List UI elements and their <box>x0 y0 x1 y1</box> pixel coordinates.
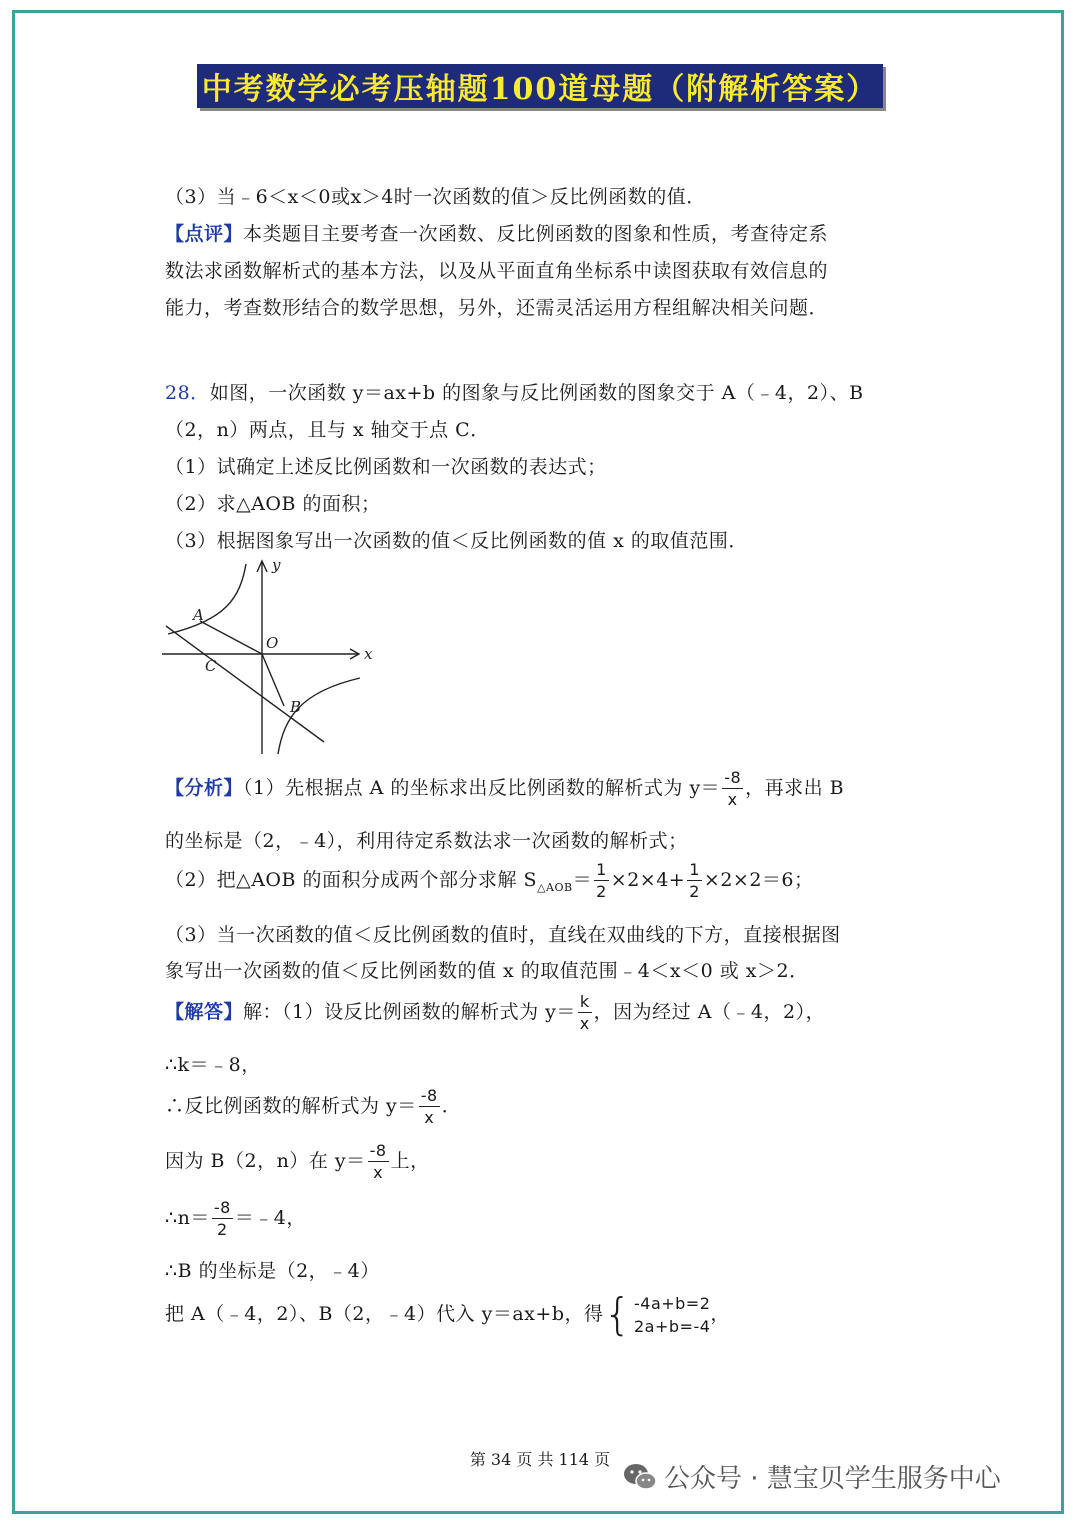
watermark <box>622 1458 1001 1495</box>
hyperbola-branch-lower-right <box>278 678 360 754</box>
analysis-line-3: （2）把△AOB 的面积分成两个部分求解 $S_{\triangle AOB}=$ $\frac{1}{2}$ ×2×4+ $\frac{1}{2}$ ×2×2＝6； <box>165 860 814 901</box>
review-line-2: 数法求函数解析式的基本方法，以及从平面直角坐标系中读图获取有效信息的 <box>165 260 829 282</box>
fraction: $\frac{k}{x}$ <box>579 992 590 1033</box>
fraction: $\frac{1}{2}$ <box>689 860 700 901</box>
label-B: B <box>290 698 302 716</box>
wechat-icon <box>622 1462 658 1492</box>
analysis-line-1: 【分析】（1）先根据点 A 的坐标求出反比例函数的解析式为 y＝ $\frac{-8}{x}$ ，再求出 B <box>165 768 845 809</box>
answer-line-3: ∴反比例函数的解析式为 y＝ $\frac{-8}{x}$ ． <box>165 1086 462 1127</box>
label-A: A <box>193 606 204 624</box>
answer-line-1: 【解答】解：（1）设反比例函数的解析式为 y＝ $\frac{k}{x}$ ，因为经过 A（﹣4，2）， <box>165 992 826 1033</box>
review-line-1: 【点评】本类题目主要考查一次函数、反比例函数的图象和性质，考查待定系 <box>165 223 829 245</box>
answer-tag: 【解答】 <box>165 1001 244 1023</box>
question-part-2: （2）求△AOB 的面积； <box>165 493 381 515</box>
function-graph <box>160 558 380 758</box>
equation-system: { -4a+b=2 2a+b=-4 <box>603 1289 711 1341</box>
question-part-3: （3）根据图象写出一次函数的值＜反比例函数的值 x 的取值范围． <box>165 530 748 552</box>
answer-line-5: ∴n＝ $\frac{-8}{2}$ ＝﹣4， <box>165 1198 306 1239</box>
question-part-1: （1）试确定上述反比例函数和一次函数的表达式； <box>165 456 607 478</box>
label-y: y <box>272 558 281 574</box>
analysis-line-4: （3）当一次函数的值＜反比例函数的值时，直线在双曲线的下方，直接根据图 <box>165 924 841 946</box>
review-line-3: 能力，考查数形结合的数学思想，另外，还需灵活运用方程组解决相关问题． <box>165 297 829 319</box>
segment-OA <box>200 621 262 654</box>
label-x: x <box>364 645 373 663</box>
page-title: 中考数学必考压轴题100道母题（附解析答案） <box>197 64 883 108</box>
analysis-line-2: 的坐标是（2，﹣4），利用待定系数法求一次函数的解析式； <box>165 830 688 852</box>
fraction: $\frac{-8}{x}$ <box>724 768 742 809</box>
fraction: $\frac{1}{2}$ <box>596 860 607 901</box>
question-number: 28． <box>165 382 210 404</box>
answer-line-7: 把 A（﹣4，2）、B（2，﹣4）代入 y＝ax+b，得 { -4a+b=2 2a+b=-4 ， <box>165 1289 730 1341</box>
label-O: O <box>266 634 279 652</box>
watermark-text: 公众号 · 慧宝贝学生服务中心 <box>664 1464 1001 1494</box>
fraction: $\frac{-8}{2}$ <box>213 1198 231 1239</box>
question-stem-2: （2，n）两点，且与 x 轴交于点 C． <box>165 419 490 441</box>
label-C: C <box>205 657 217 675</box>
analysis-tag: 【分析】 <box>165 777 244 799</box>
question-stem-1: 28．如图，一次函数 y＝ax+b 的图象与反比例函数的图象交于 A（﹣4，2）、B <box>165 382 864 404</box>
fraction: $\frac{-8}{x}$ <box>369 1141 387 1182</box>
analysis-line-5: 象写出一次函数的值＜反比例函数的值 x 的取值范围﹣4＜x＜0 或 x＞2． <box>165 960 809 982</box>
review-tag: 【点评】 <box>165 223 244 245</box>
fraction: $\frac{-8}{x}$ <box>420 1086 438 1127</box>
linear-function-line <box>166 626 324 742</box>
page-number: 第 34 页 共 114 页 <box>469 1450 611 1469</box>
answer-line-6: ∴B 的坐标是（2，﹣4） <box>165 1260 380 1282</box>
hyperbola-branch-upper-left <box>168 564 246 634</box>
answer-line-4: 因为 B（2，n）在 y＝ $\frac{-8}{x}$ 上， <box>165 1141 430 1182</box>
answer-line-2: ∴k＝﹣8， <box>165 1054 261 1076</box>
prev-answer-line: （3）当﹣6＜x＜0或x＞4时一次函数的值＞反比例函数的值． <box>165 186 706 208</box>
